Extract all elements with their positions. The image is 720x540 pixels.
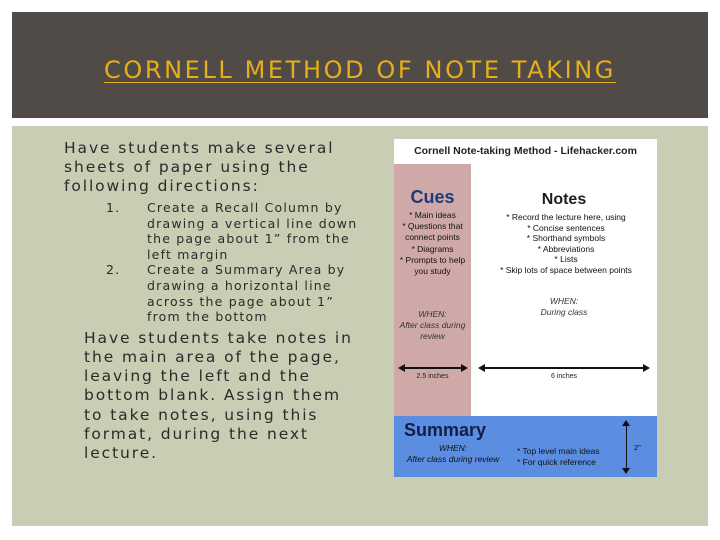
notes-width-arrow — [480, 367, 648, 369]
cues-item: * Prompts to help you study — [399, 254, 466, 277]
content-text — [64, 139, 364, 463]
notes-item: * Abbreviations — [537, 243, 595, 254]
summary-height-label: 2" — [634, 443, 641, 452]
notes-when-text: During class — [540, 307, 588, 317]
cues-when — [394, 309, 471, 342]
directions-list — [64, 200, 364, 325]
notes-item: * Record the lecture here, using — [506, 212, 626, 222]
cues-items — [396, 210, 469, 277]
cues-item: * Diagrams — [411, 243, 454, 254]
summary-when-text: After class during review — [406, 454, 500, 464]
cues-when-text: After class during review — [399, 320, 466, 341]
step-text: Create a Recall Column by drawing a vertical line down the page about 1” from the left margin — [147, 200, 358, 262]
summary-item: * Top level main ideas — [517, 446, 600, 456]
list-item — [64, 262, 364, 324]
notes-item: * Shorthand symbols — [526, 233, 606, 244]
cues-item: * Main ideas — [409, 210, 456, 220]
notes-item: * Lists — [554, 254, 578, 265]
summary-heading: Summary — [404, 420, 487, 440]
notes-when-label: WHEN: — [549, 296, 579, 306]
cues-width-arrow — [400, 367, 466, 369]
cornell-diagram — [394, 139, 657, 477]
page-title: CORNELL METHOD OF NOTE TAKING — [104, 56, 616, 84]
summary-when-label: WHEN: — [438, 443, 468, 453]
diagram-title: Cornell Note-taking Method - Lifehacker.com — [414, 145, 637, 157]
step-number: 2. — [106, 262, 121, 278]
step-number: 1. — [106, 200, 121, 215]
notes-heading: Notes — [541, 191, 587, 208]
cues-item: * Questions that connect points — [402, 221, 463, 243]
cues-heading: Cues — [410, 187, 455, 207]
notes-when — [471, 296, 657, 318]
outro-text: Have students take notes in the main area of the page, leaving the left and the bottom blank. Assign them to take notes, using this format, during the next lecture. — [84, 328, 353, 462]
notes-width-label: 6 inches — [550, 373, 578, 380]
list-item — [64, 200, 364, 262]
title-bar — [12, 12, 708, 118]
intro-text: Have students make several sheets of paper using the following directions: — [64, 139, 335, 195]
summary-area — [394, 416, 657, 477]
summary-item: * For quick reference — [517, 457, 596, 467]
notes-item: * Concise sentences — [527, 222, 605, 233]
summary-when — [398, 443, 508, 465]
summary-height-arrow — [626, 422, 627, 472]
notes-item: * Skip lots of space between points — [500, 264, 632, 275]
notes-items — [473, 212, 657, 276]
summary-items — [517, 446, 600, 468]
step-text: Create a Summary Area by drawing a horizontal line across the page about 1” from the bottom — [147, 262, 346, 325]
cues-when-label: WHEN: — [418, 309, 447, 319]
cues-width-label: 2.5 inches — [416, 373, 449, 380]
